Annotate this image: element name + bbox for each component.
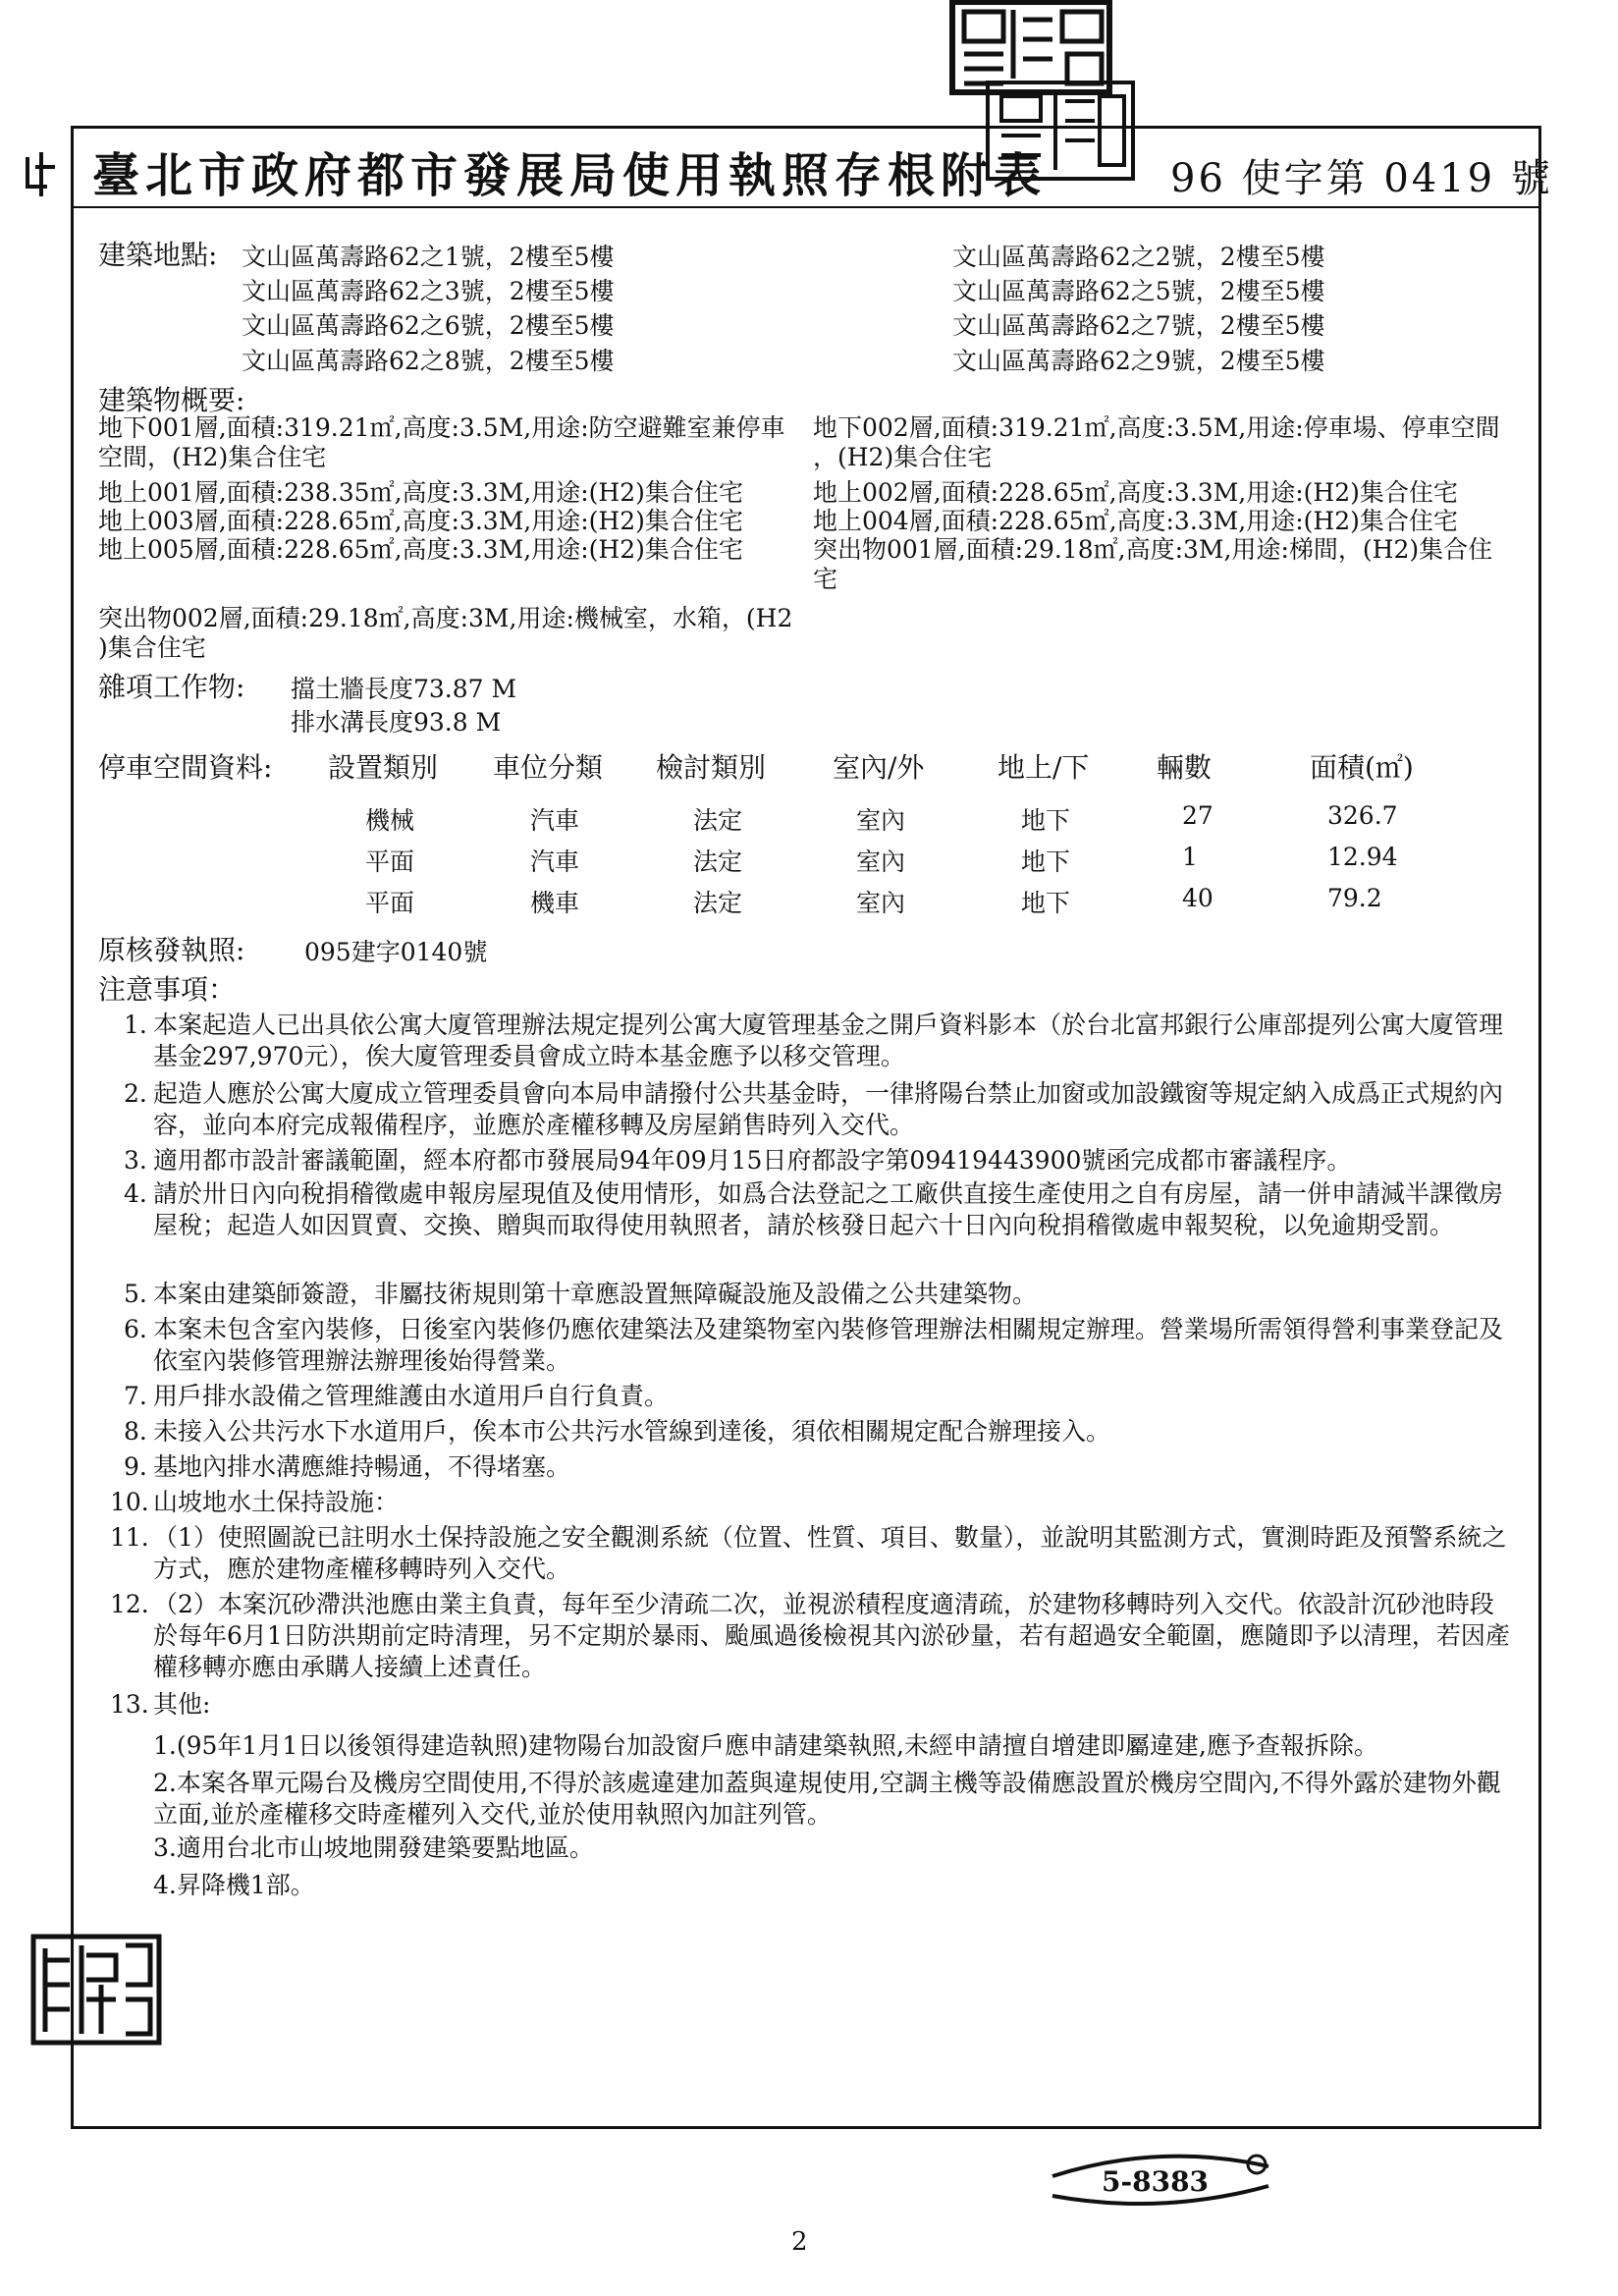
note-number: 5.	[124, 1280, 147, 1308]
misc-work-item: 擋土牆長度73.87 M	[291, 675, 517, 703]
note-number: 1.	[124, 1011, 147, 1039]
parking-header: 車位分類	[493, 751, 604, 784]
parking-header: 輛數	[1157, 751, 1213, 784]
note-number: 7.	[124, 1382, 147, 1410]
parking-cell: 機車	[530, 889, 580, 917]
other-item: 3.適用台北市山坡地開發建築要點地區。	[153, 1833, 594, 1862]
penthouse-1-cont: 宅	[813, 565, 838, 593]
penthouse-2-cont: )集合住宅	[98, 633, 206, 662]
floor-basement-2: 地下002層,面積:319.21㎡,高度:3.5M,用途:停車場、停車空間	[813, 413, 1500, 442]
floor-2: 地上002層,面積:228.65㎡,高度:3.3M,用途:(H2)集合住宅	[813, 478, 1458, 507]
parking-cell: 法定	[693, 847, 743, 876]
note-text: 未接入公共污水下水道用戶，俟本市公共污水管線到達後，須依相關規定配合辦理接入。	[153, 1417, 1111, 1446]
parking-cell: 機械	[365, 806, 415, 835]
parking-cell: 法定	[693, 806, 743, 835]
parking-cell: 12.94	[1327, 843, 1398, 871]
site-address: 文山區萬壽路62之9號，2樓至5樓	[952, 347, 1325, 375]
parking-header: 檢討類別	[656, 751, 767, 784]
note-text: 本案未包含室內裝修，日後室內裝修仍應依建築法及建築物室內裝修管理辦法相關規定辦理。營業場所需領得營利事業登記及依室內裝修管理辦法辦理後始得營業。	[153, 1315, 1504, 1375]
note-number: 3.	[124, 1146, 147, 1175]
site-address: 文山區萬壽路62之3號，2樓至5樓	[242, 277, 615, 305]
note-number: 11.	[110, 1523, 149, 1552]
floor-basement-2-cont: ，(H2)集合住宅	[813, 443, 993, 471]
note-text: 本案由建築師簽證，非屬技術規則第十章應設置無障礙設施及設備之公共建築物。	[153, 1280, 1038, 1308]
parking-cell: 平面	[365, 847, 415, 876]
other-item: 2.本案各單元陽台及機房空間使用,不得於該處違建加蓋與違規使用,空調主機等設備應設置於機房空間內,不得外露於建物外觀立面,並於產權移交時產權列入交代,並於使用執照內加註列管。	[153, 1769, 1501, 1829]
misc-works-label: 雜項工作物:	[98, 671, 245, 703]
notes-label: 注意事項：	[98, 973, 237, 1006]
note-number: 12.	[110, 1590, 149, 1618]
parking-cell: 27	[1182, 801, 1214, 830]
note-number: 10.	[110, 1488, 149, 1516]
parking-cell: 地下	[1021, 889, 1071, 917]
floor-basement-1: 地下001層,面積:319.21㎡,高度:3.5M,用途:防空避難室兼停車	[98, 413, 785, 442]
floor-3: 地上003層,面積:228.65㎡,高度:3.3M,用途:(H2)集合住宅	[98, 507, 743, 535]
site-address: 文山區萬壽路62之5號，2樓至5樓	[952, 277, 1325, 305]
parking-cell: 1	[1182, 843, 1198, 871]
serial-stamp	[1043, 2147, 1298, 2215]
note-text: 山坡地水土保持設施：	[153, 1488, 400, 1516]
note-text: 起造人應於公寓大廈成立管理委員會向本局申請撥付公共基金時，一律將陽台禁止加窗或加設鐵窗等規定納入成爲正式規約內容，並向本府完成報備程序，並應於產權移轉及房屋銷售時列入交代。	[153, 1079, 1504, 1139]
parking-header: 設置類別	[328, 751, 439, 784]
parking-cell: 地下	[1021, 847, 1071, 876]
floor-basement-1-cont: 空間，(H2)集合住宅	[98, 443, 327, 471]
note-text: （1）使照圖說已註明水土保持設施之安全觀測系統（位置、性質、項目、數量），並說明其監測方式，實測時距及預警系統之方式，應於建物產權移轉時列入交代。	[153, 1523, 1507, 1583]
seal-stamp-left	[27, 1931, 165, 2049]
original-permit-value: 095建字0140號	[304, 938, 488, 966]
note-text: （2）本案沉砂滯洪池應由業主負責，每年至少清疏二次，並視淤積程度適清疏，於建物移轉時列入交代。依設計沉砂池時段於每年6月1日防洪期前定時清理，另不定期於暴雨、颱風過後檢視其內淤砂量，若有超過安全範圍，應隨即予以清理，若因產權移轉亦應由承購人接續上述責任。	[153, 1590, 1510, 1681]
note-number: 6.	[124, 1315, 147, 1343]
parking-cell: 室內	[856, 847, 906, 876]
header-divider	[71, 206, 1541, 208]
parking-cell: 326.7	[1327, 801, 1398, 830]
note-number: 4.	[124, 1179, 147, 1208]
note-number: 8.	[124, 1417, 147, 1446]
note-number: 2.	[124, 1079, 147, 1108]
misc-work-item: 排水溝長度93.8 M	[291, 708, 502, 737]
parking-cell: 平面	[365, 889, 415, 917]
parking-cell: 79.2	[1327, 884, 1382, 912]
site-address: 文山區萬壽路62之8號，2樓至5樓	[242, 347, 615, 375]
parking-cell: 汽車	[530, 806, 580, 835]
page-number: 2	[791, 2227, 808, 2257]
other-item: 4.昇降機1部。	[153, 1871, 315, 1899]
note-text: 基地內排水溝應維持暢通，不得堵塞。	[153, 1452, 571, 1481]
note-number: 9.	[124, 1452, 147, 1481]
floor-5: 地上005層,面積:228.65㎡,高度:3.3M,用途:(H2)集合住宅	[98, 535, 743, 564]
parking-header: 地上/下	[998, 751, 1090, 784]
parking-header: 室內/外	[833, 751, 925, 784]
site-address: 文山區萬壽路62之1號，2樓至5樓	[242, 243, 615, 271]
note-text: 用戶排水設備之管理維護由水道用戶自行負責。	[153, 1382, 670, 1410]
note-text: 其他:	[153, 1690, 211, 1719]
parking-cell: 室內	[856, 806, 906, 835]
floor-4: 地上004層,面積:228.65㎡,高度:3.3M,用途:(H2)集合住宅	[813, 507, 1458, 535]
parking-header: 面積(㎡)	[1310, 751, 1414, 784]
serial-number: 5-8383	[1102, 2165, 1210, 2198]
penthouse-2: 突出物002層,面積:29.18㎡,高度:3M,用途:機械室，水箱，(H2	[98, 604, 793, 632]
parking-cell: 地下	[1021, 806, 1071, 835]
site-label: 建築地點:	[98, 239, 218, 271]
overview-label: 建築物概要:	[98, 384, 245, 416]
site-address: 文山區萬壽路62之7號，2樓至5樓	[952, 311, 1325, 340]
parking-cell: 汽車	[530, 847, 580, 876]
floor-1: 地上001層,面積:238.35㎡,高度:3.3M,用途:(H2)集合住宅	[98, 478, 743, 507]
penthouse-1: 突出物001層,面積:29.18㎡,高度:3M,用途:梯間，(H2)集合住	[813, 535, 1493, 564]
other-item: 1.(95年1月1日以後領得建造執照)建物陽台加設窗戶應申請建築執照,未經申請擅自增建即屬違建,應予查報拆除。	[153, 1731, 1378, 1760]
parking-label: 停車空間資料:	[98, 751, 273, 784]
site-address: 文山區萬壽路62之2號，2樓至5樓	[952, 243, 1325, 271]
parking-cell: 40	[1182, 884, 1214, 912]
note-number: 13.	[110, 1690, 149, 1719]
document-title: 臺北市政府都市發展局使用執照存根附表	[92, 148, 1048, 203]
parking-cell: 法定	[693, 889, 743, 917]
site-address: 文山區萬壽路62之6號，2樓至5樓	[242, 311, 615, 340]
note-text: 本案起造人已出具依公寓大廈管理辦法規定提列公寓大廈管理基金之開戶資料影本（於台北富邦銀行公庫部提列公寓大廈管理基金297,970元），俟大廈管理委員會成立時本基金應予以移交管理。	[153, 1011, 1504, 1070]
note-text: 請於卅日內向稅捐稽徵處申報房屋現值及使用情形，如爲合法登記之工廠供直接生產使用之自有房屋，請一併申請減半課徵房屋稅；起造人如因買賣、交換、贈與而取得使用執照者，請於核發日起六十日內向稅捐稽徵處申報契稅，以免逾期受罰。	[153, 1179, 1504, 1239]
binding-mark	[22, 147, 61, 206]
parking-cell: 室內	[856, 889, 906, 917]
document-number: 96 使字第 0419 號	[1170, 156, 1553, 201]
note-text: 適用都市設計審議範圍，經本府都市發展局94年09月15日府都設字第09419443900號函完成都市審議程序。	[153, 1146, 1352, 1175]
original-permit-label: 原核發執照:	[98, 934, 245, 966]
